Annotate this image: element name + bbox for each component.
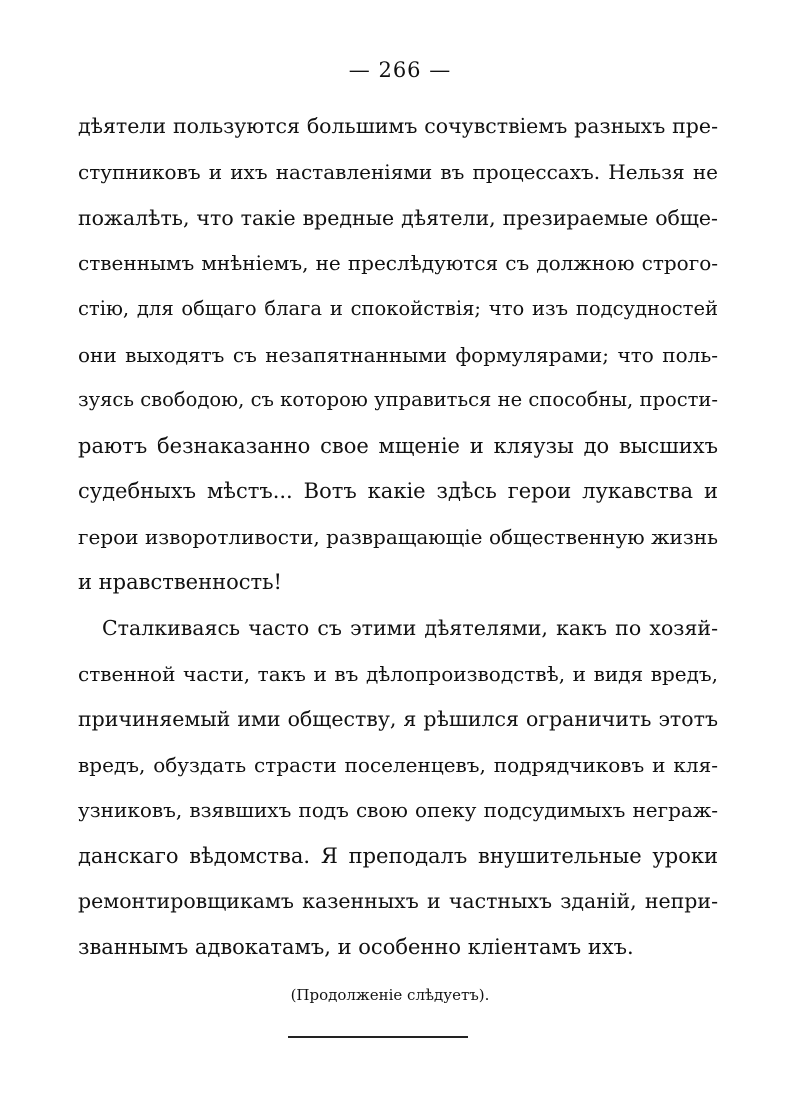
text-line: ступниковъ и ихъ наставленіями въ процессахъ. Нельзя не — [78, 160, 718, 184]
text-line: вредъ, обуздать страсти поселенцевъ, подрядчиковъ и кля- — [78, 753, 718, 777]
text-line: судебныхъ мѣстъ... Вотъ какіе здѣсь герои лукавства и — [78, 479, 718, 503]
page-number: — 266 — — [348, 58, 452, 82]
text-line: причиняемый ими обществу, я рѣшился ограничить этотъ — [78, 707, 718, 731]
text-line: дѣятели пользуются большимъ сочувствіемъ разныхъ пре- — [78, 114, 718, 138]
text-line: зуясь свободою, съ которою управиться не способны, прости- — [78, 388, 718, 411]
text-line: ственнымъ мнѣніемъ, не преслѣдуются съ должною строго- — [78, 251, 718, 275]
text-line: и нравственность! — [78, 570, 282, 594]
text-line: пожалѣть, что такіе вредные дѣятели, презираемые обще- — [78, 206, 718, 230]
text-line: Сталкиваясь часто съ этими дѣятелями, какъ по хозяй- — [102, 616, 718, 640]
text-line: они выходятъ съ незапятнанными формулярами; что поль- — [78, 343, 718, 367]
closing-rule — [288, 1036, 468, 1038]
text-line: данскаго вѣдомства. Я преподалъ внушительные уроки — [78, 844, 718, 868]
text-line: стію, для общаго блага и спокойствія; что изъ подсудностей — [78, 297, 718, 320]
text-line: званнымъ адвокатамъ, и особенно кліентамъ ихъ. — [78, 935, 634, 959]
text-line: узниковъ, взявшихъ подъ свою опеку подсудимыхъ неграж- — [78, 798, 718, 822]
text-line: ремонтировщикамъ казенныхъ и частныхъ зданій, непри- — [78, 889, 718, 913]
continued-note: (Продолженіе слѣдуетъ). — [290, 986, 490, 1004]
text-line: герои изворотливости, развращающіе общественную жизнь — [78, 525, 718, 549]
text-line: раютъ безнаказанно свое мщеніе и кляузы до высшихъ — [78, 434, 718, 458]
text-line: ственной части, такъ и въ дѣлопроизводствѣ, и видя вредъ, — [78, 662, 718, 686]
